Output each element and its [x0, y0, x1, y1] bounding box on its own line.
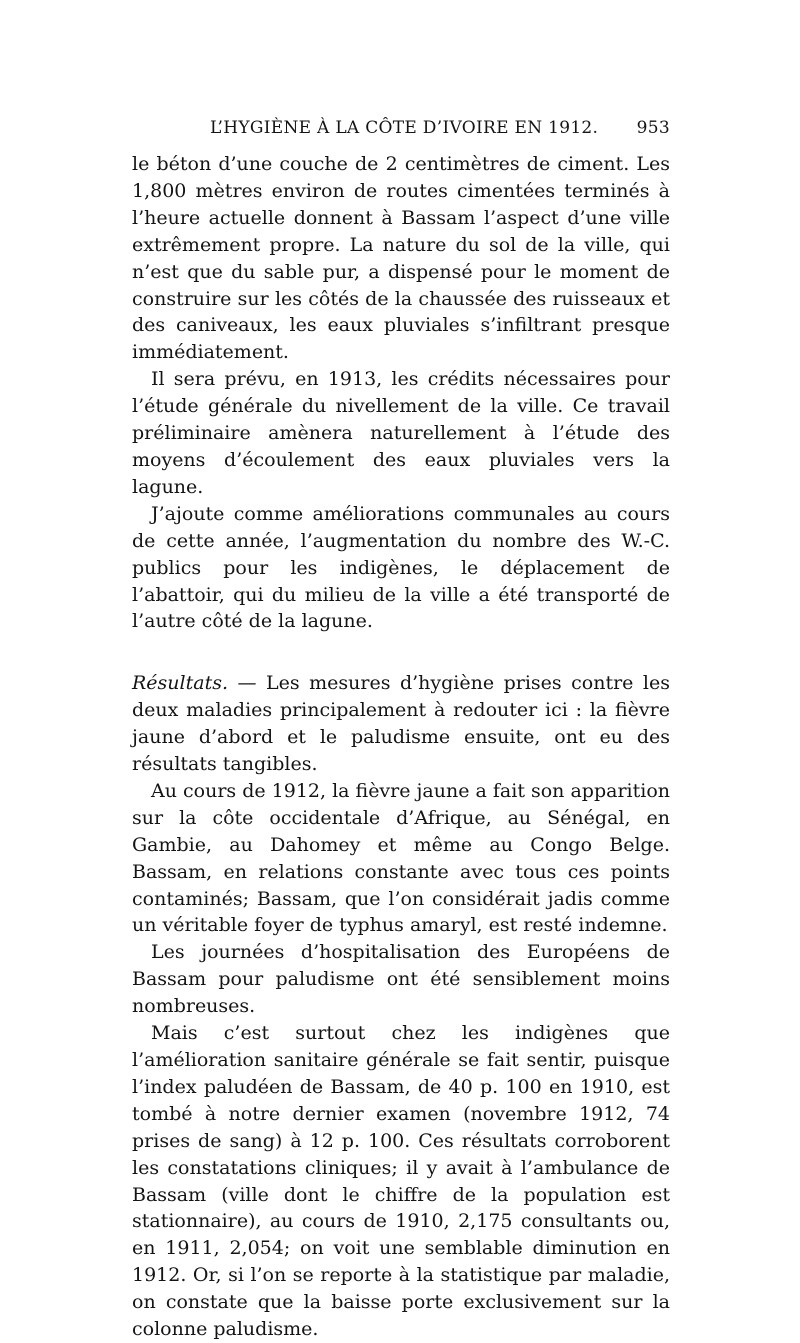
paragraph-hospitalisation: Les journées d’hospitalisation des Européens de Bassam pour paludisme ont été sensiblement moins nombreuses. — [132, 941, 670, 1018]
running-title: L’HYGIÈNE À LA CÔTE D’IVOIRE EN 1912. — [210, 118, 599, 138]
body-text — [132, 151, 670, 1343]
results-intro-text: Les mesures d’hygiène prises contre les deux maladies principalement à redouter ici : la fièvre jaune d’abord et le paludisme ensuite, ont eu des résultats tangibles. — [132, 672, 670, 776]
page-number: 953 — [636, 118, 670, 138]
page-header — [132, 118, 670, 142]
section-dash: — — [237, 672, 257, 695]
paragraph-yellow-fever: Au cours de 1912, la fièvre jaune a fait son apparition sur la côte occidentale d’Afrique, au Sénégal, en Gambie, au Dahomey et même au Congo Belge. Bassam, en relations constante avec tous ces points contaminés; Bassam, que l’on considérait jadis comme un véritable foyer de typhus amaryl, est resté indemne. — [132, 779, 670, 937]
paragraph-paving: le béton d’une couche de 2 centimètres de ciment. Les 1,800 mètres environ de routes cimentées terminés à l’heure actuelle donnent à Bassam l’aspect d’une ville extrêmement propre. La nature du sol de la ville, qui n’est que du sable pur, a dispensé pour le moment de construire sur les côtés de la chaussée des ruisseaux et des caniveaux, les eaux pluviales s’infiltrant presque immédiatement. — [132, 153, 670, 364]
paragraph-levelling: Il sera prévu, en 1913, les crédits nécessaires pour l’étude générale du nivellement de la ville. Ce travail préliminaire amènera naturellement à l’étude des moyens d’écoulement des eaux pluviales vers la lagune. — [132, 368, 670, 498]
paragraph-municipal-improvements: J’ajoute comme améliorations communales au cours de cette année, l’augmentation du nombre des W.-C. publics pour les indigènes, le déplacement de l’abattoir, qui du milieu de la ville a été transporté de l’autre côté de la lagune. — [132, 502, 670, 633]
section-spacer — [132, 635, 670, 670]
results-intro-paragraph — [132, 670, 670, 778]
section-label-results: Résultats. — [132, 672, 229, 695]
paragraph-malaria-index: Mais c’est surtout chez les indigènes que l’amélioration sanitaire générale se fait sentir, puisque l’index paludéen de Bassam, de 40 p. 100 en 1910, est tombé à notre dernier examen (novembre 1912, 74 prises de sang) à 12 p. 100. Ces résultats corroborent les constatations cliniques; il y avait à l’ambulance de Bassam (ville dont le chiffre de la population est stationnaire), au cours de 1910, 2,175 consultants ou, en 1911, 2,054; on voit une semblable diminution en 1912. Or, si l’on se reporte à la statistique par maladie, on constate que la baisse porte exclusivement sur la colonne paludisme. — [132, 1022, 670, 1341]
